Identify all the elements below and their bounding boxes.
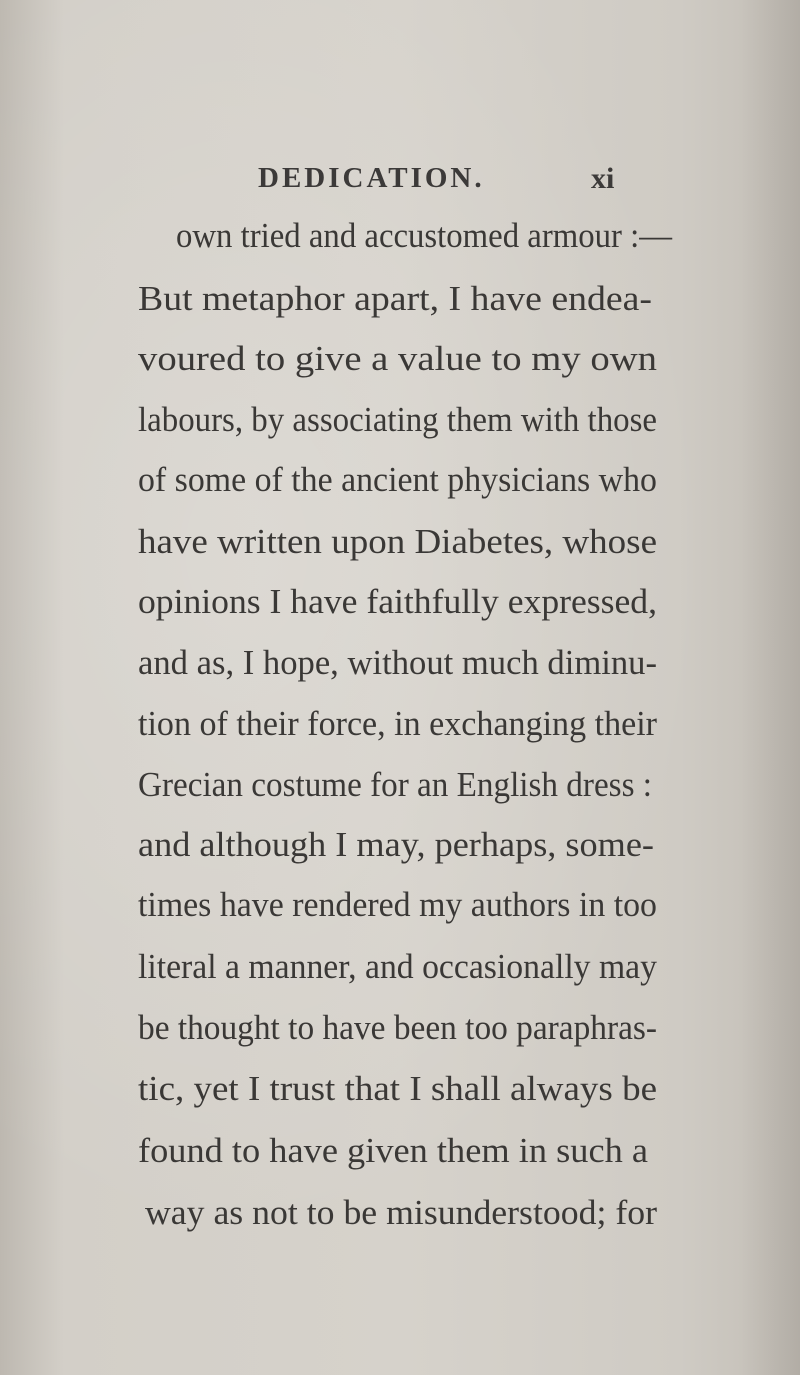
text-line: tic, yet I trust that I shall always be (138, 1069, 657, 1108)
text-line: But metaphor apart, I have endea- (138, 279, 652, 318)
text-line: way as not to be misunderstood; for (145, 1193, 657, 1232)
page-header (0, 162, 800, 202)
text-line: labours, by associating them with those (138, 400, 657, 439)
text-line: and although I may, perhaps, some- (138, 825, 654, 864)
text-line: of some of the ancient physicians who (138, 460, 657, 499)
text-line: Grecian costume for an English dress : (138, 765, 652, 804)
text-line: own tried and accustomed armour :— (176, 216, 672, 255)
text-line: tion of their force, in exchanging their (138, 704, 657, 743)
text-line: opinions I have faithfully expressed, (138, 582, 657, 621)
text-line: have written upon Diabetes, whose (138, 522, 657, 561)
text-line: and as, I hope, without much diminu- (138, 643, 657, 682)
text-line: be thought to have been too paraphras- (138, 1008, 657, 1047)
text-line: voured to give a value to my own (138, 339, 657, 378)
text-line: literal a manner, and occasionally may (138, 947, 657, 986)
running-title: DEDICATION. (258, 162, 485, 194)
text-line: times have rendered my authors in too (138, 885, 657, 924)
page-gutter-shadow (740, 0, 800, 1375)
page-number: xi (591, 162, 615, 195)
text-line: found to have given them in such a (138, 1131, 648, 1170)
